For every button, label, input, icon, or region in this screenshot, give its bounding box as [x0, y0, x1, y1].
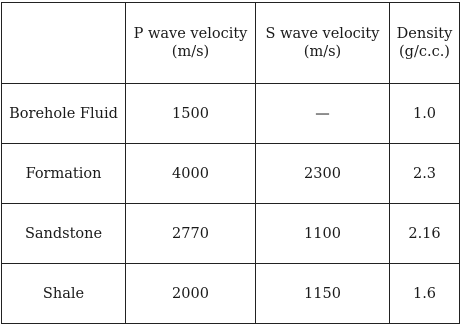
header-density-label: Density	[396, 26, 453, 42]
material-cell: Formation	[2, 144, 126, 204]
density-cell: 2.3	[390, 144, 460, 204]
s-wave-cell: 1100	[256, 204, 390, 264]
header-p-wave-label: P wave velocity	[133, 26, 248, 42]
p-wave-cell: 2000	[126, 264, 256, 324]
density-cell: 1.0	[390, 84, 460, 144]
p-wave-cell: 2770	[126, 204, 256, 264]
header-density-unit: (g/c.c.)	[399, 44, 450, 60]
header-p-wave-cell	[126, 3, 256, 84]
density-cell: 2.16	[390, 204, 460, 264]
header-s-wave-unit: (m/s)	[303, 44, 342, 60]
header-density-cell	[390, 3, 460, 84]
header-empty-cell	[2, 3, 126, 84]
material-cell: Borehole Fluid	[2, 84, 126, 144]
s-wave-cell: 1150	[256, 264, 390, 324]
table-row	[2, 144, 460, 204]
header-row	[2, 3, 460, 84]
header-p-wave-unit: (m/s)	[171, 44, 210, 60]
s-wave-cell: —	[256, 84, 390, 144]
s-wave-cell: 2300	[256, 144, 390, 204]
material-cell: Shale	[2, 264, 126, 324]
table-row	[2, 84, 460, 144]
p-wave-cell: 1500	[126, 84, 256, 144]
p-wave-cell: 4000	[126, 144, 256, 204]
material-cell: Sandstone	[2, 204, 126, 264]
header-s-wave-label: S wave velocity	[265, 26, 380, 42]
table-row	[2, 204, 460, 264]
velocity-density-table	[1, 2, 460, 324]
table-row	[2, 264, 460, 324]
header-s-wave-cell	[256, 3, 390, 84]
density-cell: 1.6	[390, 264, 460, 324]
